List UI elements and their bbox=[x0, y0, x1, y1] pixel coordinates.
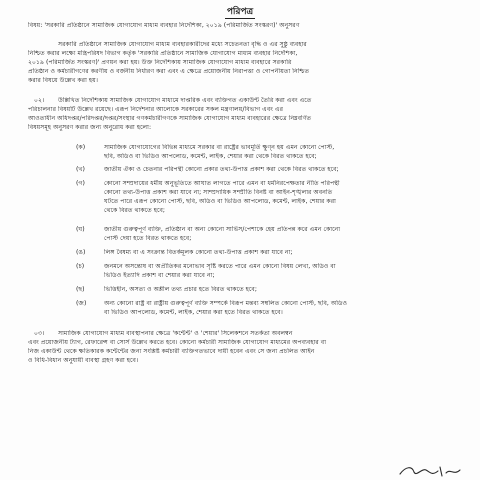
document-title-text: পরিপত্র bbox=[226, 7, 254, 17]
document-title bbox=[0, 4, 480, 19]
intro-line: ২০১৯ (পরিমার্জিত সংস্করণ)' প্রণয়ন করা হয়। উক্ত নির্দেশিকায় সামাজিক যোগাযোগ মাধ্যম ব্যবহারে সরকারি bbox=[28, 59, 292, 66]
list-item-line: কোনো সম্প্রদায়ের ধর্মীয় অনুভূতিতে আঘাত লাগতে পারে এমন বা ধর্মনিরপেক্ষতার নীতি পরিপন্থী bbox=[104, 180, 340, 187]
list-item-line: জনমনে অসন্তোষ বা অপ্রীতিকর মনোভাব সৃষ্টি করতে পারে এমন কোনো বিষয় লেখা, অডিও বা bbox=[104, 263, 336, 270]
list-item-line: ভিত্তিহীন, অসত্য ও অশ্লীল তথ্য প্রচার হতে বিরত থাকতে হবে; bbox=[104, 286, 257, 293]
intro-line: করার বিষয়ে উল্লেখ করা হয়। bbox=[28, 77, 98, 84]
list-marker: (ঙ) bbox=[76, 249, 86, 256]
list-item-line: জাতীয় ঐক্য ও চেতনার পরিপন্থী কোনো প্রকার তথ্য-উপাত্ত প্রকাশ করা থেকে বিরত থাকতে হবে; bbox=[104, 166, 339, 173]
signature-image bbox=[396, 464, 466, 478]
list-item-line: ভিডিও ইত্যাদি প্রকাশ বা শেয়ার করা যাবে না; bbox=[104, 272, 215, 279]
list-item-line: জাতীয় গুরুত্বপূর্ণ ব্যক্তি, প্রতিষ্ঠান বা অন্য কোনো সার্ভিস/পেশাকে হেয় প্রতিপন্ন করে এমন কোনো bbox=[104, 226, 341, 233]
paragraph-number: ০২। bbox=[34, 97, 45, 104]
list-marker: (জ) bbox=[76, 300, 87, 307]
paragraph-line: ও বিধি-বিধান অনুযায়ী ব্যবস্থা গ্রহণ করা হবে। bbox=[28, 357, 139, 364]
list-item-line: লিঙ্গ বৈষম্য বা এ সংক্রান্ত বিতর্কমূলক কোনো তথ্য-উপাত্ত প্রকাশ করা যাবে না; bbox=[104, 249, 293, 256]
list-marker: (খ) bbox=[76, 166, 85, 173]
paragraph-line: বিষয়সমূহ অনুসরণ করার জন্য অনুরোধ করা হলো: bbox=[28, 124, 152, 131]
list-marker: (ছ) bbox=[76, 286, 85, 293]
paragraph-line: পরিচালনার বিষয়টি উল্লেখ রয়েছে। এরূপ নির্দেশনার আলোকে সরকারের সকল মন্ত্রণালয়/বিভাগ এবং এর bbox=[28, 106, 284, 113]
list-marker: (ক) bbox=[76, 144, 86, 151]
paragraph-line: নিজ একাউন্ট থেকে ক্ষতিকারক কন্টেন্টের জন্য সংশ্লিষ্ট কর্মচারী ব্যক্তিগতভাবে দায়ী হবেন এবং সে জন্য প্রচলিত আইন bbox=[28, 348, 315, 355]
intro-line: সরকারি প্রতিষ্ঠানে সামাজিক যোগাযোগ মাধ্যম ব্যবহারকারীদের মধ্যে সচেতনতা বৃদ্ধি ও এর সুষ্ঠু ব্যবহার bbox=[58, 41, 307, 48]
list-item-line: বা ভিডিও আপলোড, কমেন্ট, লাইক, শেয়ার করা হতে বিরত থাকতে হবে। bbox=[104, 309, 283, 316]
list-item-line: পোস্ট দেয়া হতে বিরত থাকতে হবে; bbox=[104, 235, 192, 242]
list-item-line: থেকে বিরত থাকতে হবে; bbox=[104, 207, 166, 214]
paragraph-line: উল্লিখিত নির্দেশিকায় সামাজিক যোগাযোগ মাধ্যমে দাপ্তরিক এবং ব্যক্তিগত একাউন্ট তৈরি করা এবং এতে bbox=[58, 97, 312, 104]
list-item-line: অন্য কোনো রাষ্ট্র বা রাষ্ট্রীয় গুরুত্বপূর্ণ ব্যক্তি সম্পর্কে বিরূপ মন্তব্য সম্বলিত কোনো পোস্ট, ছবি, অডিও bbox=[104, 300, 348, 307]
list-item-line: ঘটতে পারে এরূপ কোনো পোস্ট, ছবি, অডিও বা ভিডিও আপলোড, কমেন্ট, লাইক, শেয়ার করা bbox=[104, 198, 336, 205]
subject-line: বিষয়: 'সরকারি প্রতিষ্ঠানে সামাজিক যোগাযোগ মাধ্যম ব্যবহার নির্দেশিকা, ২০১৯ (পরিমার্জিত সংস্করণ)' অনুসরণ bbox=[28, 22, 300, 29]
list-item-line: সামাজিক যোগাযোগের বিভিন্ন মাধ্যমে সরকার বা রাষ্ট্রের ভাবমূর্তি ক্ষুণ্ন হয় এমন কোনো পোস্ট, bbox=[104, 144, 335, 151]
intro-line: নিশ্চিত করার লক্ষ্যে মন্ত্রিপরিষদ বিভাগ কর্তৃক 'সরকারি প্রতিষ্ঠানে সামাজিক যোগাযোগ মাধ্যম ব্যবহার নির্দেশিকা, bbox=[28, 50, 298, 57]
paragraph-line: সামাজিক যোগাযোগ মাধ্যম ব্যবস্থাপনার ক্ষেত্রে 'কন্টেন্ট' ও 'শেয়ার' সিলেকশনে সতর্কতা অবলম্বন bbox=[58, 330, 293, 337]
list-marker: (চ) bbox=[76, 263, 85, 270]
list-item-line: কোনো তথ্য-উপাত্ত প্রকাশ করা যাবে না; সাম্প্রদায়িক সম্প্রীতি বিনষ্ট বা আইন-শৃঙ্খলার অবনতি bbox=[104, 189, 333, 196]
paragraph-line: আওতাধীন অধিদপ্তর/পরিদপ্তর/দপ্তর/সংস্থার গণকর্মচারীগণকে সামাজিক যোগাযোগ মাধ্যম ব্যবহারের ক্ষেত্রে নিম্নবর্ণিত bbox=[28, 115, 312, 122]
paragraph-number: ০৩। bbox=[34, 330, 45, 337]
intro-line: প্রতিষ্ঠান ও কর্মচারীগণের করণীয় ও বর্জনীয় নির্ধারণ করা এবং এ ক্ষেত্রে প্রয়োজনীয় নিরাপত্তা ও গোপনীয়তা নিশ্চিত bbox=[28, 68, 310, 75]
list-item-line: ছবি, অডিও বা ভিডিও আপলোড, কমেন্ট, লাইক, শেয়ার করা থেকে বিরত থাকতে হবে; bbox=[104, 153, 317, 160]
list-marker: (গ) bbox=[76, 180, 85, 187]
list-marker: (ঘ) bbox=[76, 226, 85, 233]
paragraph-line: এবং প্রয়োজনীয় ট্যাগ, রেফারেন্স বা সোর্স উল্লেখ করতে হবে। কোনো কর্মচারী সামাজিক যোগাযোগ মাধ্যমের অপব্যবহার বা bbox=[28, 339, 327, 346]
